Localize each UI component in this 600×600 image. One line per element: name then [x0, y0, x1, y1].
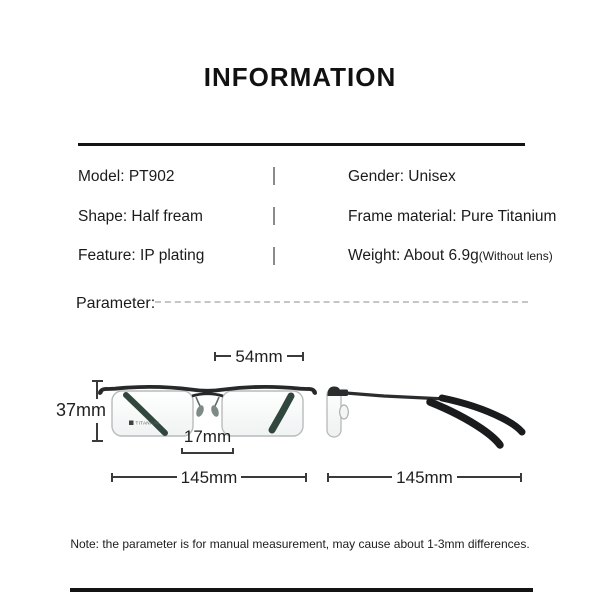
- spec-weight-main: Weight: About 6.9g: [348, 247, 479, 264]
- measure-line: [216, 355, 232, 357]
- left-pad-arm: [196, 397, 200, 406]
- spec-weight: [348, 247, 553, 265]
- glasses-side-view: [324, 372, 530, 460]
- lens-height-label: 37mm: [56, 400, 107, 420]
- measure-line: [183, 452, 233, 454]
- spec-model: Model: PT902: [78, 168, 175, 185]
- measure-tick: [305, 473, 307, 482]
- measure-line: [96, 382, 98, 399]
- page-title: INFORMATION: [203, 62, 397, 92]
- right-pad-arm: [215, 397, 219, 406]
- column-divider-3: [273, 247, 275, 265]
- temple-tip-near: [430, 402, 500, 445]
- temple-length-measure: [327, 468, 522, 486]
- measure-line: [96, 423, 98, 440]
- right-nose-pad: [210, 404, 220, 418]
- frame-width-measure: [111, 468, 307, 486]
- measure-tick: [520, 473, 522, 482]
- bridge-bar: [192, 394, 223, 396]
- spec-gender: Gender: Unisex: [348, 168, 456, 185]
- parameter-heading: Parameter:: [76, 295, 156, 312]
- column-divider-2: [273, 207, 275, 225]
- spec-weight-suffix: (Without lens): [478, 249, 553, 263]
- lens-logo-mark: [129, 421, 134, 426]
- column-divider-1: [273, 167, 275, 185]
- right-hinge: [312, 390, 317, 395]
- spec-material: Frame material: Pure Titanium: [348, 208, 557, 225]
- measure-cap: [92, 440, 103, 442]
- parameter-dashed-line: [155, 301, 528, 303]
- side-lens-top-cap: [328, 387, 341, 397]
- spec-feature: Feature: IP plating: [78, 247, 205, 264]
- measure-line: [457, 476, 521, 478]
- top-divider-rule: [78, 143, 525, 146]
- measure-line: [287, 355, 303, 357]
- measure-line: [329, 476, 393, 478]
- lens-width-label: 54mm: [235, 346, 283, 366]
- bridge-width-measure: [181, 428, 234, 454]
- lens-width-measure: [214, 347, 304, 365]
- side-nose-pad: [340, 405, 349, 419]
- lens-logo-text: TITANIUM: [135, 420, 160, 426]
- bridge-width-label: 17mm: [183, 427, 232, 446]
- measure-line: [241, 476, 305, 478]
- bottom-divider-rule: [70, 588, 533, 592]
- left-nose-pad: [195, 404, 205, 418]
- measure-line: [113, 476, 177, 478]
- frame-width-label: 145mm: [180, 467, 238, 487]
- measure-tick: [302, 352, 304, 361]
- measure-tick: [232, 448, 234, 454]
- bridge-underline: [181, 448, 234, 454]
- spec-shape: Shape: Half fream: [78, 208, 203, 225]
- measurement-note: Note: the parameter is for manual measurement, may cause about 1-3mm differences.: [70, 537, 530, 551]
- temple-length-label: 145mm: [396, 467, 453, 487]
